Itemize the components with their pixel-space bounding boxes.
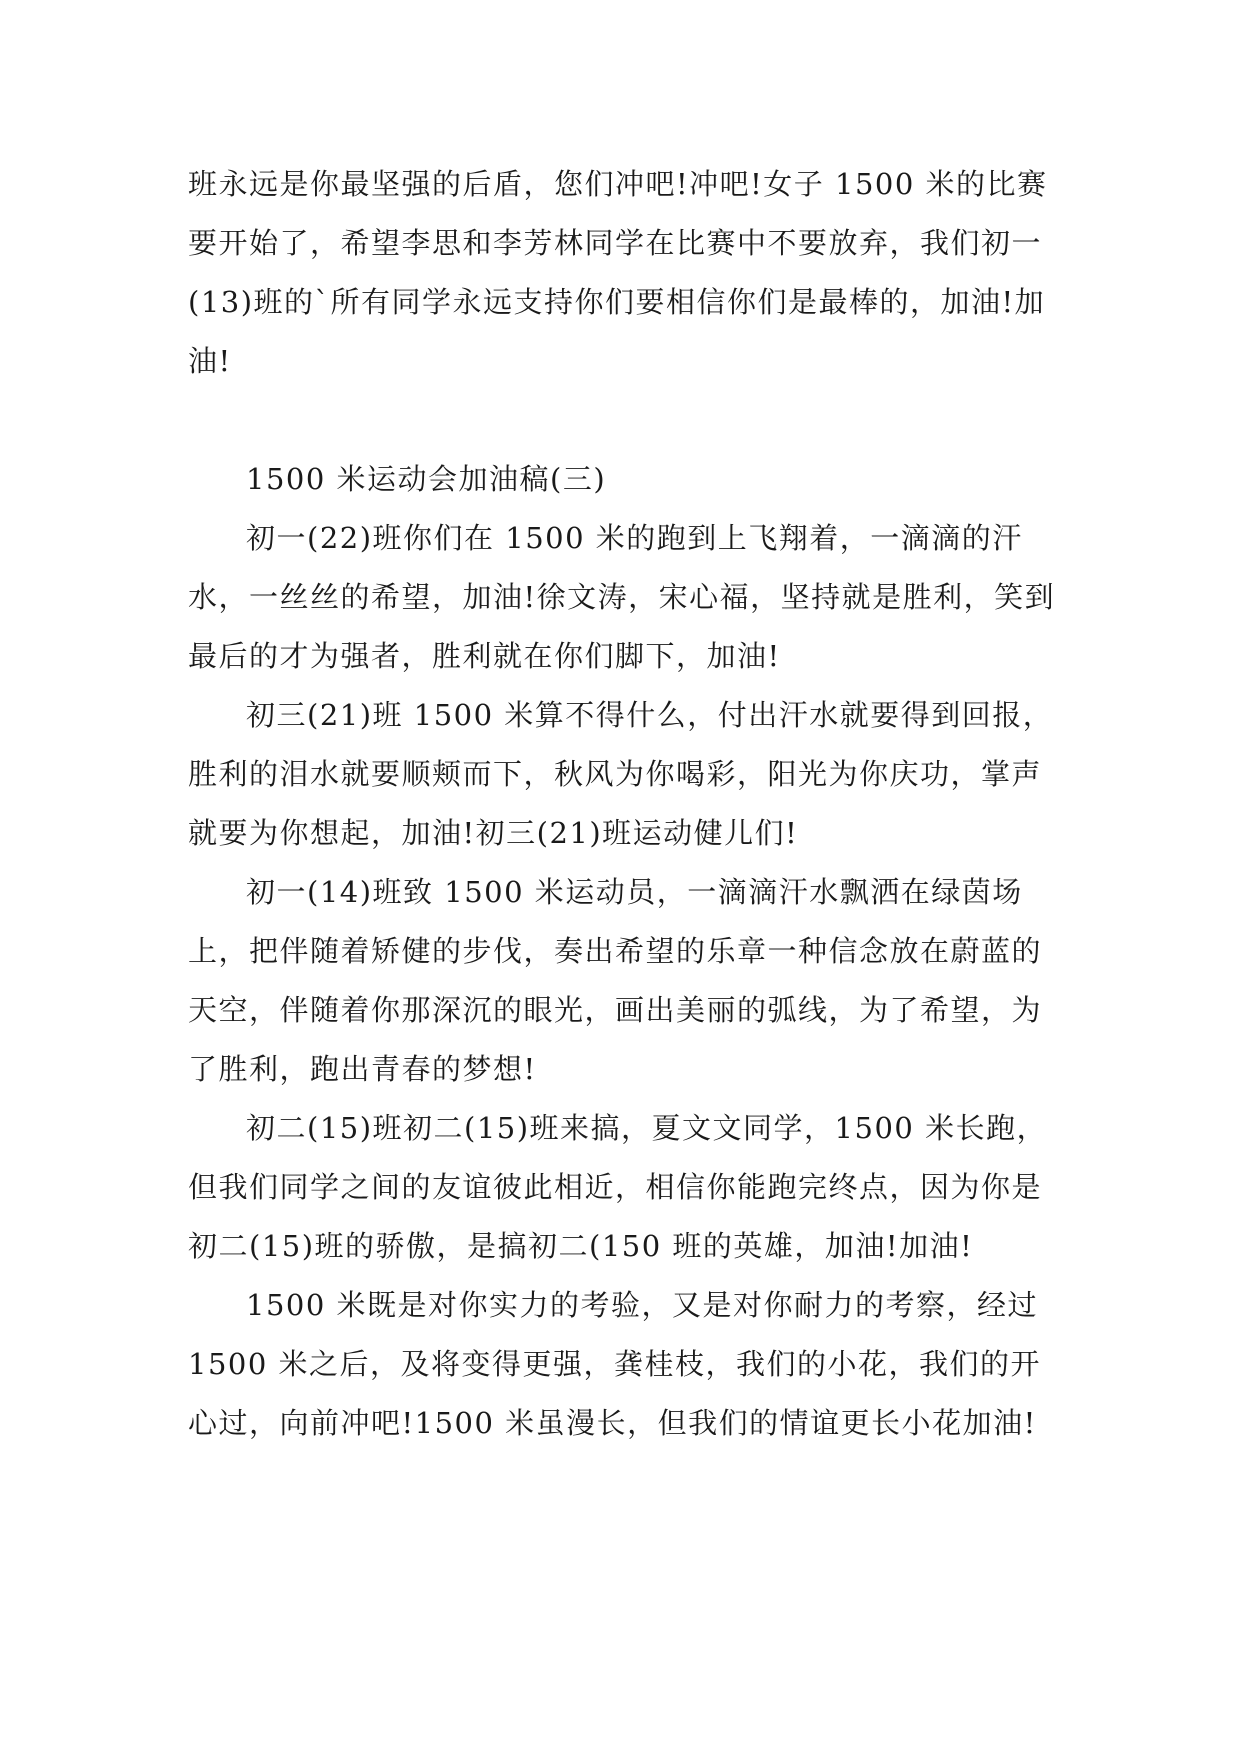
- paragraph-5: 1500 米既是对你实力的考验，又是对你耐力的考察，经过 1500 米之后，及将变得更强，龚桂枝，我们的小花，我们的开心过，向前冲吧!1500 米虽漫长，但我们的情谊更长小花加油!: [188, 1288, 1042, 1440]
- section-title: 1500 米运动会加油稿(三): [246, 462, 607, 496]
- document-body: [188, 155, 1060, 1453]
- paragraph-4: 初二(15)班初二(15)班来搞，夏文文同学，1500 米长跑，但我们同学之间的友谊彼此相近，相信你能跑完终点，因为你是初二(15)班的骄傲，是搞初二(150 班的英雄，加油!加油!: [188, 1111, 1048, 1263]
- lead-paragraph: 班永远是你最坚强的后盾，您们冲吧!冲吧!女子 1500 米的比赛要开始了，希望李思和李芳林同学在比赛中不要放弃，我们初一(13)班的`所有同学永远支持你们要相信你们是最棒的，加油!加油!: [188, 167, 1048, 378]
- paragraph-1: 初一(22)班你们在 1500 米的跑到上飞翔着，一滴滴的汗水，一丝丝的希望，加油!徐文涛，宋心福，坚持就是胜利，笑到最后的才为强者，胜利就在你们脚下，加油!: [188, 521, 1056, 673]
- paragraph-3: 初一(14)班致 1500 米运动员，一滴滴汗水飘洒在绿茵场上，把伴随着矫健的步伐，奏出希望的乐章一种信念放在蔚蓝的天空，伴随着你那深沉的眼光，画出美丽的弧线，为了希望，为了胜利，跑出青春的梦想!: [188, 875, 1043, 1086]
- paragraph-2: 初三(21)班 1500 米算不得什么，付出汗水就要得到回报，胜利的泪水就要顺颊而下，秋风为你喝彩，阳光为你庆功，掌声就要为你想起，加油!初三(21)班运动健儿们!: [188, 698, 1054, 850]
